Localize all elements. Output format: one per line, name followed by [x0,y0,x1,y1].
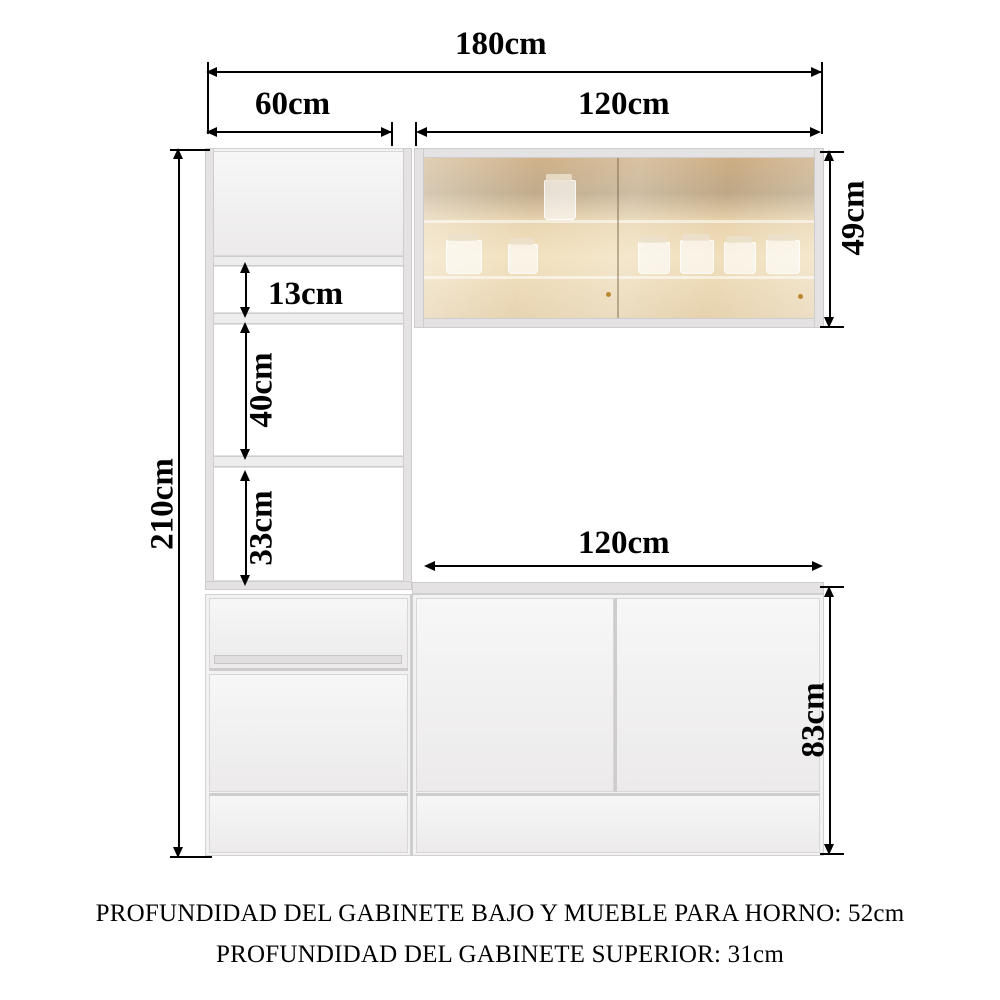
jar-lid [448,234,478,241]
label-right-width-top: 120cm [578,86,670,122]
base-right-door-right [616,598,820,792]
dim-line-left-width [210,131,392,133]
base-left-door [209,674,408,792]
arrow-up-niche-13 [240,262,250,273]
ext-upper-height-bottom [820,326,844,328]
ext-right-width-top-left [415,122,417,146]
dim-line-right-width-top [420,131,812,133]
upper-cabinet-bottom-rail [414,318,824,328]
dim-line-right-width-bottom [428,565,814,567]
jar [638,242,670,274]
base-modules-split [410,594,413,856]
label-total-height: 210cm [144,458,181,550]
ext-base-height-top [820,586,844,588]
label-niche-13: 13cm [268,276,344,312]
glass-shelf-line-1 [424,220,814,223]
footer-line-1: PROFUNDIDAD DEL GABINETE BAJO Y MUEBLE PARA HORNO: 52cm [95,900,905,927]
label-upper-height: 49cm [835,180,872,256]
jar [544,180,576,220]
upper-cabinet-glass [424,158,814,318]
base-right-plinth-seam [416,793,820,796]
ext-left-width-right [391,122,393,146]
ext-upper-height-top [820,151,844,153]
label-niche-40: 40cm [243,352,280,428]
base-right-door-left [416,598,614,792]
left-module-shelf-2 [205,313,412,324]
ext-total-width-right [821,62,823,134]
arrow-up-niche-40 [240,322,250,333]
arrow-right-right-width-top [810,127,821,137]
label-total-width: 180cm [455,26,547,62]
jar [508,244,538,274]
glass-reflection [424,158,814,318]
jar-lid [640,236,666,243]
ext-total-height-top [170,149,210,151]
jar [724,242,756,274]
left-module-shelf-3 [205,456,412,467]
arrow-left-right-width-top [416,127,427,137]
left-module-side-right [403,148,412,590]
base-left-plinth-seam [209,793,408,796]
base-left-plinth [209,795,408,853]
jar-lid [682,234,710,241]
footer-line-2: PROFUNDIDAD DEL GABINETE SUPERIOR: 31cm [216,941,784,968]
jar-lid [510,238,534,245]
base-countertop-right [412,582,824,594]
jar [766,240,800,274]
glass-door-split [617,158,619,318]
upper-cabinet-top-rail [414,148,824,158]
label-niche-33: 33cm [243,490,280,566]
glass-shelf-line-2 [424,276,814,279]
glass-door-knob-left [606,292,611,297]
label-base-height: 83cm [795,682,832,758]
dim-line-upper-height [829,160,831,318]
left-module-niche-33 [213,467,404,581]
label-right-width-bottom: 120cm [578,525,670,561]
base-right-plinth [416,795,820,853]
left-module-side-left [205,148,214,590]
jar-lid [768,234,796,241]
jar [446,240,482,274]
dim-line-total-width [208,71,822,73]
ext-base-height-bottom [820,853,844,855]
arrow-left-left-width [206,127,217,137]
label-left-width: 60cm [255,86,331,122]
arrow-right-right-width-bottom [812,561,823,571]
arrow-left-right-width-bottom [424,561,435,571]
glass-door-knob-right [798,294,803,299]
base-left-drawer-seam [209,668,408,671]
left-module-niche-40 [213,324,404,456]
jar [680,240,714,274]
jar-lid [726,236,752,243]
base-left-drawer-handle [214,655,402,664]
ext-total-height-bottom [170,856,212,858]
jar-lid [546,174,572,181]
ext-total-width-left [207,62,209,134]
upper-cabinet-side-left [414,148,424,328]
left-module-shelf-1 [205,256,412,266]
base-right-door-split [614,598,617,792]
upper-cabinet-side-right [814,148,824,328]
left-module-top-door [209,151,408,256]
arrow-down-niche-40 [240,449,250,460]
dim-line-niche-13 [245,270,247,308]
left-module-bottom-rail [205,581,412,590]
arrow-down-niche-13 [240,307,250,318]
